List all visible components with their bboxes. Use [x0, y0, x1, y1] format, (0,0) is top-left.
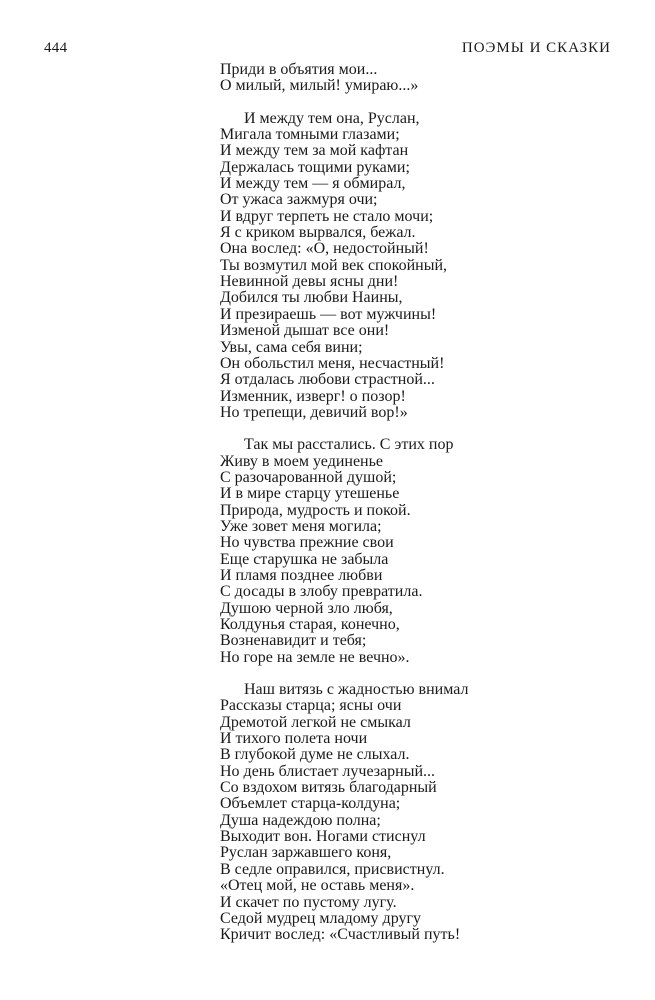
- poem-line: И между тем — я обмирал,: [220, 175, 406, 193]
- poem-line: Душою черной зло любя,: [220, 599, 393, 617]
- poem-line: Добился ты любви Наины,: [220, 289, 403, 307]
- poem-line: Я с криком вырвался, бежал.: [220, 224, 416, 242]
- poem-line: Наш витязь с жадностью внимал: [244, 681, 469, 699]
- poem-line: Седой мудрец младому другу: [220, 909, 422, 927]
- running-head: ПОЭМЫ И СКАЗКИ: [461, 40, 611, 56]
- poem-line: Колдунья старая, конечно,: [220, 616, 400, 633]
- poem-line: Уже зовет меня могила;: [220, 517, 382, 535]
- poem-line: Мигала томными глазами;: [220, 126, 400, 144]
- poem-line: И между тем она, Руслан,: [244, 109, 420, 127]
- poem-line: В глубокой думе не слыхал.: [220, 746, 410, 764]
- poem-line: Но трепещи, девичий вор!»: [220, 403, 408, 421]
- poem-line: От ужаса зажмуря очи;: [220, 191, 378, 209]
- poem-line: Невинной девы ясны дни!: [220, 273, 399, 291]
- poem-line: Возненавидит и тебя;: [220, 632, 367, 650]
- poem-line: Живу в моем уединенье: [220, 452, 384, 470]
- poem-line: С разочарованной душой;: [220, 468, 397, 486]
- poem-line: «Отец мой, не оставь меня».: [220, 877, 415, 895]
- poem-line: Дремотой легкой не смыкал: [220, 713, 411, 731]
- poem-line: Ты возмутил мой век спокойный,: [220, 256, 448, 274]
- poem-line: Держалась тощими руками;: [220, 158, 410, 176]
- poem-line: С досады в злобу превратила.: [220, 583, 423, 601]
- poem-line: И пламя позднее любви: [220, 566, 383, 584]
- stanza: [220, 437, 640, 666]
- poem-line: Со вздохом витязь благодарный: [220, 779, 437, 797]
- poem-line: Руслан заржавшего коня,: [220, 844, 392, 862]
- poem-line: Но день блистает лучезарный...: [220, 762, 436, 780]
- poem-line: И в мире старцу утешенье: [220, 485, 400, 503]
- poem-line: Природа, мудрость и покой.: [220, 501, 411, 519]
- poem-line: Она вослед: «О, недостойный!: [220, 240, 429, 258]
- poem-line: Кричит вослед: «Счастливый путь!: [220, 926, 461, 944]
- poem-line: И презираешь — вот мужчины!: [220, 305, 437, 323]
- poem-line: Но чувства прежние свои: [220, 534, 394, 552]
- poem-line: Душа надеждою полна;: [220, 811, 381, 829]
- poem-line: Объемлет старца-колдуна;: [220, 795, 401, 813]
- poem-line: Так мы расстались. С этих пор: [244, 436, 454, 454]
- poem-line: Он обольстил меня, несчастный!: [220, 354, 445, 372]
- poem-line: О милый, милый! умираю...»: [220, 77, 419, 95]
- poem-line: И скачет по пустому лугу.: [220, 893, 397, 911]
- poem-line: В седле оправился, присвистнул.: [220, 860, 445, 878]
- poem-line: И вдруг терпеть не стало мочи;: [220, 207, 434, 225]
- poem-line: Приди в объятия мои...: [220, 61, 378, 78]
- poem-body: [220, 62, 640, 960]
- poem-line: Увы, сама себя вини;: [220, 338, 363, 356]
- poem-line: И между тем за мой кафтан: [220, 142, 409, 160]
- poem-line: Изменник, изверг! о позор!: [220, 387, 406, 405]
- stanza: [220, 62, 640, 95]
- stanza: [220, 682, 640, 944]
- stanza: [220, 111, 640, 422]
- poem-line: Но горе на земле не вечно».: [220, 648, 410, 666]
- poem-line: И тихого полета ночи: [220, 730, 368, 748]
- poem-line: Выходит вон. Ногами стиснул: [220, 828, 426, 846]
- poem-line: Рассказы старца; ясны очи: [220, 697, 402, 715]
- poem-line: Еще старушка не забыла: [220, 550, 389, 568]
- poem-line: Изменой дышат все они!: [220, 322, 390, 340]
- poem-line: Я отдалась любови страстной...: [220, 371, 435, 389]
- page-number: 444: [44, 40, 68, 56]
